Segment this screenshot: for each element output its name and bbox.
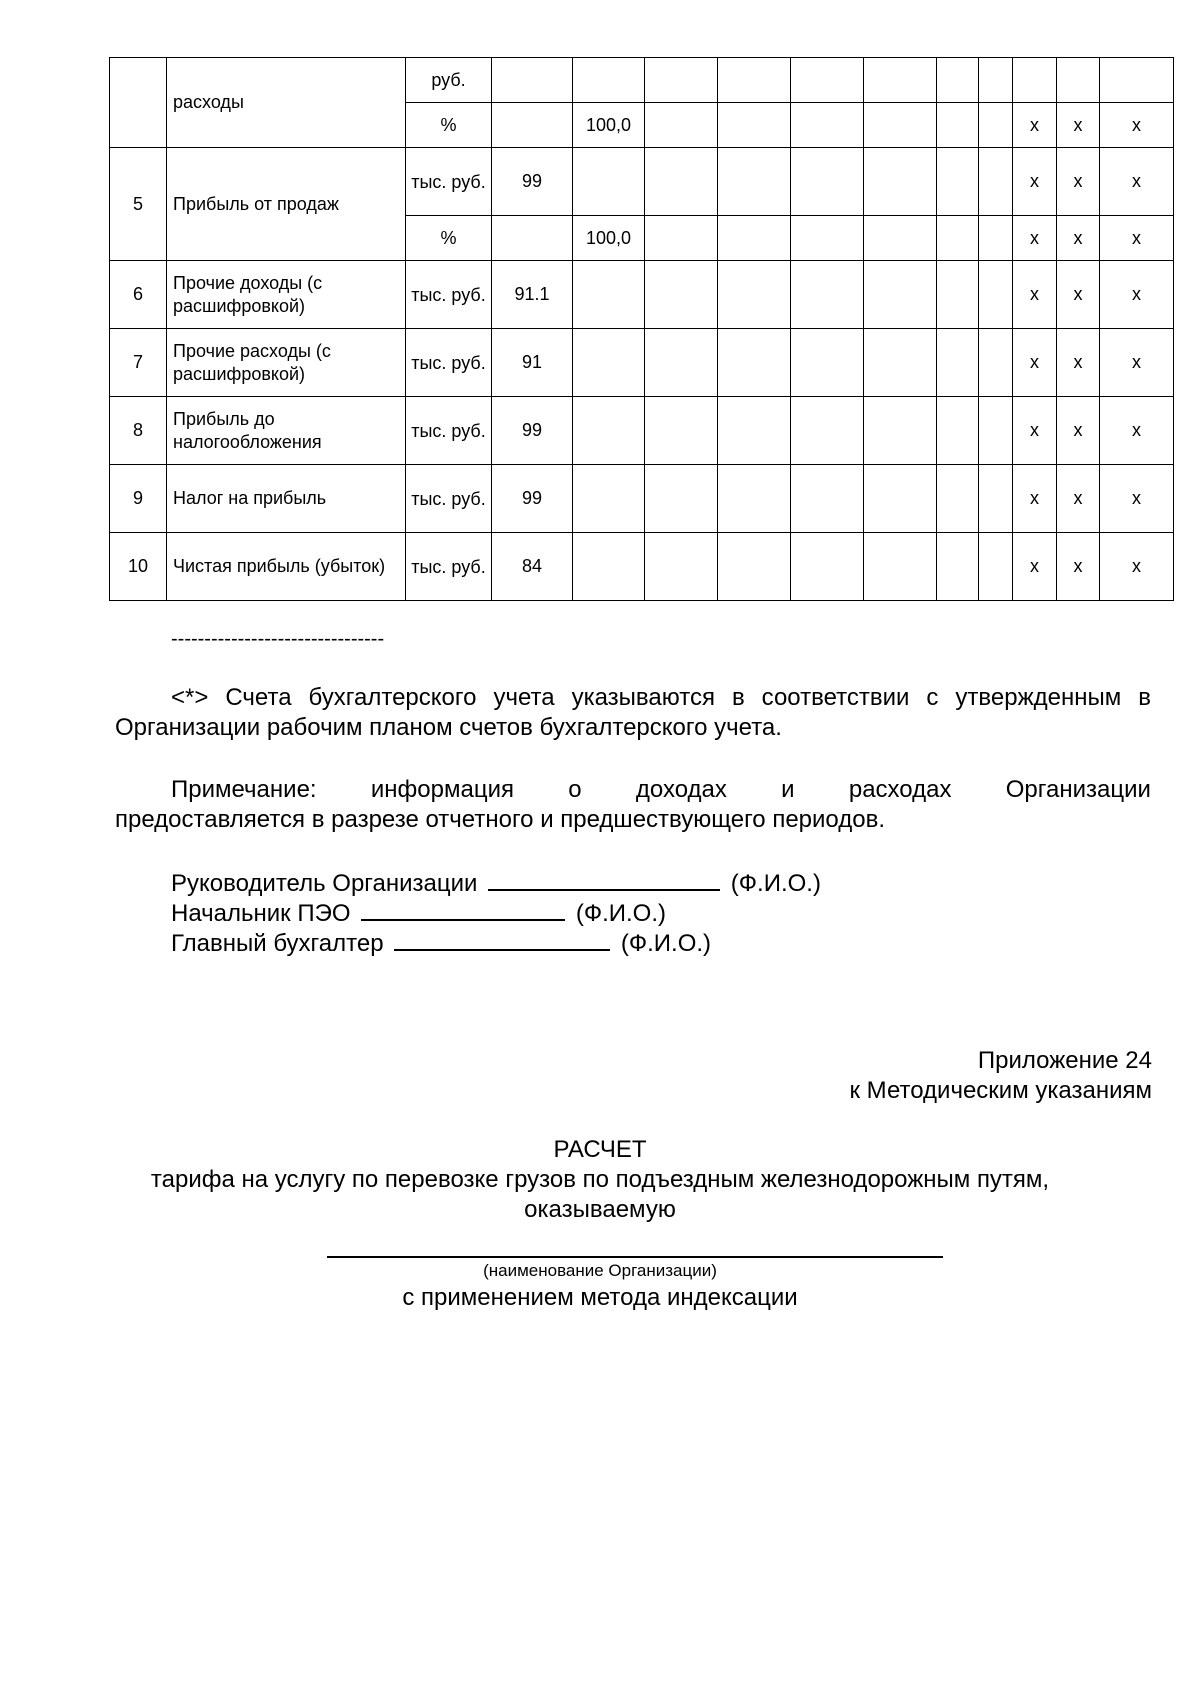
x-cell: x	[1100, 465, 1174, 533]
row-unit: тыс. руб.	[406, 465, 492, 533]
row-unit: тыс. руб.	[406, 533, 492, 601]
row-value: 100,0	[573, 216, 645, 261]
row-account	[492, 58, 573, 103]
x-cell: x	[1100, 533, 1174, 601]
calculation-title: РАСЧЕТ	[553, 1136, 647, 1163]
signature-line[interactable]	[488, 867, 720, 891]
footnote-text: <*> Счета бухгалтерского учета указываются в соответствии с утвержденным в Организации рабочим планом счетов бухгалтерского учета.	[115, 684, 1151, 741]
x-cell: x	[1057, 465, 1100, 533]
x-cell: x	[1100, 329, 1174, 397]
signature-suffix: (Ф.И.О.)	[730, 870, 821, 897]
row-number: 6	[110, 261, 167, 329]
table-row	[110, 329, 1174, 397]
note-word: и	[781, 776, 795, 803]
note-word: доходах	[635, 776, 727, 803]
x-cell: x	[1013, 103, 1057, 148]
appendix-number: Приложение 24	[977, 1047, 1152, 1074]
signature-line[interactable]	[394, 927, 610, 951]
x-cell	[1057, 58, 1100, 103]
row-number: 5	[110, 148, 167, 261]
row-value	[573, 465, 645, 533]
calculation-method: с применением метода индексации	[402, 1284, 798, 1311]
x-cell: x	[1013, 465, 1057, 533]
row-account: 91.1	[492, 261, 573, 329]
row-name: Прочие расходы (с расшифровкой)	[167, 329, 406, 397]
signature-role: Начальник ПЭО	[171, 900, 351, 927]
x-cell: x	[1100, 216, 1174, 261]
table-row	[110, 261, 1174, 329]
row-value	[573, 148, 645, 216]
note-word: Организации	[1005, 776, 1151, 803]
signature-suffix: (Ф.И.О.)	[575, 900, 667, 927]
row-account: 99	[492, 148, 573, 216]
calculation-subtitle: тарифа на услугу по перевозке грузов по подъездным железнодорожным путям,	[150, 1166, 1050, 1193]
x-cell: x	[1100, 148, 1174, 216]
calculation-subtitle-cont: оказываемую	[524, 1196, 676, 1223]
note-line-2: предоставляется в разрезе отчетного и предшествующего периодов.	[115, 806, 886, 833]
note-word: Примечание:	[171, 776, 317, 803]
row-account: 99	[492, 397, 573, 465]
note-word: о	[568, 776, 582, 803]
row-account: 84	[492, 533, 573, 601]
table-row	[110, 533, 1174, 601]
organization-name-line[interactable]	[327, 1256, 943, 1258]
x-cell: x	[1013, 216, 1057, 261]
row-number	[110, 58, 167, 148]
row-unit: тыс. руб.	[406, 148, 492, 216]
row-account: 91	[492, 329, 573, 397]
row-account	[492, 103, 573, 148]
footnote-separator: --------------------------------	[171, 628, 385, 650]
row-name: Налог на прибыль	[167, 465, 406, 533]
row-name: Прочие доходы (с расшифровкой)	[167, 261, 406, 329]
row-unit: тыс. руб.	[406, 329, 492, 397]
x-cell: x	[1100, 261, 1174, 329]
note-paragraph	[115, 775, 1151, 835]
row-value	[573, 397, 645, 465]
row-value	[573, 533, 645, 601]
x-cell	[1100, 58, 1174, 103]
row-value	[573, 58, 645, 103]
row-value: 100,0	[573, 103, 645, 148]
x-cell: x	[1013, 148, 1057, 216]
row-number: 10	[110, 533, 167, 601]
signature-chief-accountant	[171, 927, 711, 959]
financial-results-table	[109, 57, 1174, 601]
note-word: информация	[370, 776, 514, 803]
x-cell: x	[1057, 216, 1100, 261]
x-cell	[1013, 58, 1057, 103]
signature-director	[171, 867, 821, 899]
row-unit: %	[406, 103, 492, 148]
row-unit: руб.	[406, 58, 492, 103]
appendix-reference: к Методическим указаниям	[849, 1077, 1152, 1104]
x-cell: x	[1100, 397, 1174, 465]
organization-caption: (наименование Организации)	[483, 1261, 717, 1280]
signature-peo-head	[171, 897, 666, 929]
row-name: Прибыль от продаж	[167, 148, 406, 261]
signature-line[interactable]	[361, 897, 565, 921]
x-cell: x	[1013, 329, 1057, 397]
row-value	[573, 261, 645, 329]
row-name: расходы	[167, 58, 406, 148]
signature-role: Главный бухгалтер	[171, 930, 384, 957]
row-value	[573, 329, 645, 397]
row-number: 9	[110, 465, 167, 533]
x-cell: x	[1057, 148, 1100, 216]
x-cell: x	[1057, 329, 1100, 397]
note-word: расходах	[848, 776, 952, 803]
table-row	[110, 397, 1174, 465]
row-number: 7	[110, 329, 167, 397]
row-account: 99	[492, 465, 573, 533]
row-unit: тыс. руб.	[406, 261, 492, 329]
x-cell: x	[1057, 103, 1100, 148]
x-cell: x	[1013, 397, 1057, 465]
x-cell: x	[1057, 261, 1100, 329]
x-cell: x	[1013, 533, 1057, 601]
row-unit: тыс. руб.	[406, 397, 492, 465]
x-cell: x	[1057, 397, 1100, 465]
note-line-1	[171, 775, 1151, 805]
row-unit: %	[406, 216, 492, 261]
table-row	[110, 465, 1174, 533]
signature-role: Руководитель Организации	[171, 870, 478, 897]
row-account	[492, 216, 573, 261]
table-row	[110, 148, 1174, 216]
row-name: Чистая прибыль (убыток)	[167, 533, 406, 601]
table-row	[110, 58, 1174, 103]
row-name: Прибыль до налогообложения	[167, 397, 406, 465]
x-cell: x	[1057, 533, 1100, 601]
signature-suffix: (Ф.И.О.)	[620, 930, 712, 957]
x-cell: x	[1013, 261, 1057, 329]
row-number: 8	[110, 397, 167, 465]
x-cell: x	[1100, 103, 1174, 148]
